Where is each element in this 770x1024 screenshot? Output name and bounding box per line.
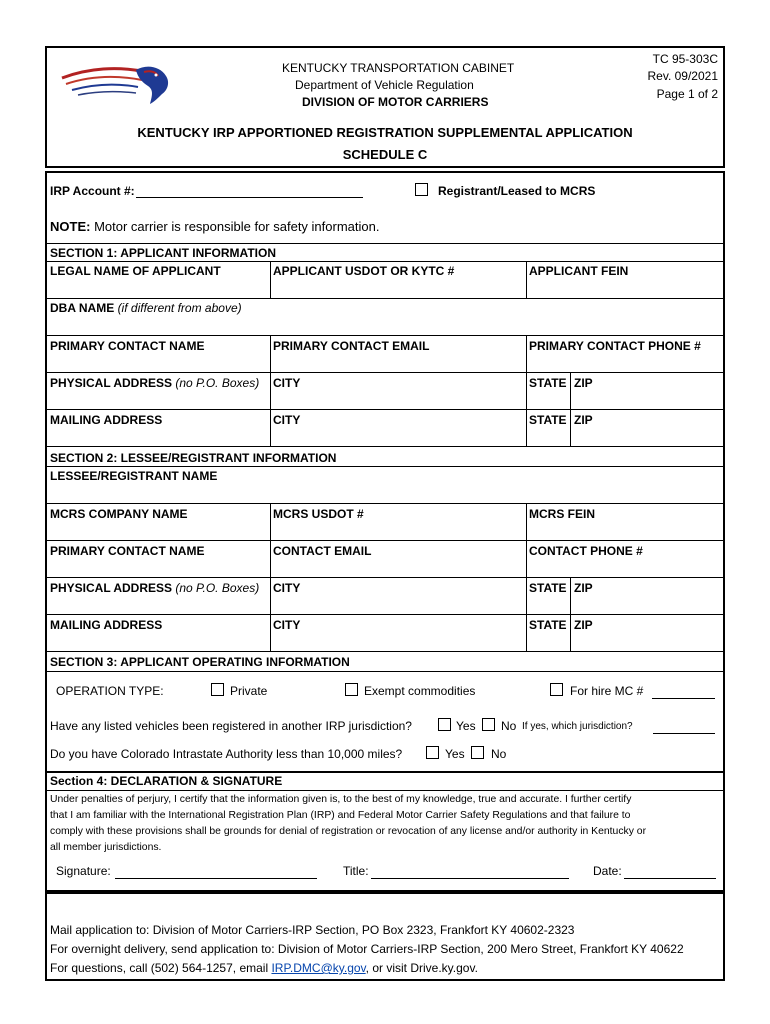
department-name: Department of Vehicle Regulation xyxy=(295,78,474,92)
mailing-address-label: MAILING ADDRESS xyxy=(50,413,163,427)
s2-contact-name-label: PRIMARY CONTACT NAME xyxy=(50,544,205,558)
questions-prefix: For questions, call (502) 564-1257, email xyxy=(50,961,269,975)
s2-zip-label: ZIP xyxy=(574,581,593,595)
s2-physical-address-label xyxy=(50,581,259,595)
irp-jurisdiction-question: Have any listed vehicles been registered in another IRP jurisdiction? xyxy=(50,719,412,733)
primary-contact-name-label: PRIMARY CONTACT NAME xyxy=(50,339,205,353)
declaration-line-4: all member jurisdictions. xyxy=(50,842,162,853)
mailing-city-label: CITY xyxy=(273,413,301,427)
mcrs-usdot-label: MCRS USDOT # xyxy=(273,507,364,521)
s2-contact-phone-label: CONTACT PHONE # xyxy=(529,544,643,558)
s2-city-label: CITY xyxy=(273,581,301,595)
form-subtitle: SCHEDULE C xyxy=(342,147,428,162)
irp-email-link[interactable]: IRP.DMC@ky.gov xyxy=(271,961,366,975)
date-field[interactable] xyxy=(624,878,716,879)
colorado-authority-question: Do you have Colorado Intrastate Authority less than 10,000 miles? xyxy=(50,747,403,761)
registrant-leased-checkbox[interactable] xyxy=(415,183,428,196)
q1-no-label: No xyxy=(501,719,517,733)
zip-label: ZIP xyxy=(574,376,593,390)
dba-name-label xyxy=(50,301,242,315)
mailing-state-label: STATE xyxy=(529,413,567,427)
note-body: Motor carrier is responsible for safety information. xyxy=(94,219,380,234)
which-jurisdiction-label: If yes, which jurisdiction? xyxy=(522,721,633,732)
title-field[interactable] xyxy=(371,878,569,879)
q1-yes-checkbox[interactable] xyxy=(438,718,451,731)
signature-field[interactable] xyxy=(115,878,317,879)
operation-type-label: OPERATION TYPE: xyxy=(56,684,164,698)
s2-mailing-address-label: MAILING ADDRESS xyxy=(50,618,163,632)
no-po-note: (no P.O. Boxes) xyxy=(175,376,260,390)
jurisdiction-field[interactable] xyxy=(653,733,715,734)
declaration-line-1: Under penalties of perjury, I certify that the information given is, to the best of my knowledge, true and accurate. I further certify xyxy=(50,794,632,805)
legal-name-label: LEGAL NAME OF APPLICANT xyxy=(50,264,221,278)
division-name: DIVISION OF MOTOR CARRIERS xyxy=(302,95,489,109)
state-label: STATE xyxy=(529,376,567,390)
dba-note: (if different from above) xyxy=(117,301,242,315)
lessee-name-label: LESSEE/REGISTRANT NAME xyxy=(50,469,218,483)
city-label: CITY xyxy=(273,376,301,390)
form-title: KENTUCKY IRP APPORTIONED REGISTRATION SUPPLEMENTAL APPLICATION xyxy=(137,125,633,140)
section3-title: SECTION 3: APPLICANT OPERATING INFORMATION xyxy=(50,655,350,669)
physical-address-text: PHYSICAL ADDRESS xyxy=(50,376,173,390)
applicant-usdot-label: APPLICANT USDOT OR KYTC # xyxy=(273,264,455,278)
mc-number-field[interactable] xyxy=(652,698,715,699)
note-text xyxy=(50,220,379,234)
q2-yes-label: Yes xyxy=(445,747,465,761)
q1-yes-label: Yes xyxy=(456,719,476,733)
s2-physical-address-text: PHYSICAL ADDRESS xyxy=(50,581,173,595)
title-label: Title: xyxy=(343,864,369,878)
mail-instructions: Mail application to: Division of Motor Carriers-IRP Section, PO Box 2323, Frankfort KY 40602-2323 xyxy=(50,923,575,937)
s2-mailing-state-label: STATE xyxy=(529,618,567,632)
declaration-line-3: comply with these provisions shall be grounds for denial of registration or revocation of any license and/or authority in Kentucky or xyxy=(50,826,647,837)
declaration-line-2: that I am familiar with the International Registration Plan (IRP) and Federal Motor Carrier Safety Regulations and that failure to xyxy=(50,810,631,821)
private-label: Private xyxy=(230,684,268,698)
q1-no-checkbox[interactable] xyxy=(482,718,495,731)
note-label: NOTE: xyxy=(50,219,91,234)
registrant-leased-label: Registrant/Leased to MCRS xyxy=(438,184,596,198)
irp-account-label: IRP Account #: xyxy=(50,184,135,198)
primary-contact-phone-label: PRIMARY CONTACT PHONE # xyxy=(529,339,701,353)
section4-title: Section 4: DECLARATION & SIGNATURE xyxy=(50,774,283,788)
physical-address-label xyxy=(50,376,259,390)
s2-mailing-city-label: CITY xyxy=(273,618,301,632)
questions-line xyxy=(50,961,478,975)
page-number: Page 1 of 2 xyxy=(656,87,718,101)
q2-no-checkbox[interactable] xyxy=(471,746,484,759)
s2-state-label: STATE xyxy=(529,581,567,595)
overnight-instructions: For overnight delivery, send application to: Division of Motor Carriers-IRP Section, 200 Mero Street, Frankfort KY 40622 xyxy=(50,942,684,956)
section1-title: SECTION 1: APPLICANT INFORMATION xyxy=(50,246,276,260)
questions-suffix: , or visit Drive.ky.gov. xyxy=(365,961,478,975)
revision-date: Rev. 09/2021 xyxy=(647,69,718,83)
dba-label-text: DBA NAME xyxy=(50,301,115,315)
mailing-zip-label: ZIP xyxy=(574,413,593,427)
form-number: TC 95-303C xyxy=(652,52,718,66)
irp-account-field[interactable] xyxy=(136,197,363,198)
date-label: Date: xyxy=(593,864,622,878)
signature-label: Signature: xyxy=(56,864,111,878)
mcrs-fein-label: MCRS FEIN xyxy=(529,507,595,521)
section2-title: SECTION 2: LESSEE/REGISTRANT INFORMATION xyxy=(50,451,337,465)
s2-contact-email-label: CONTACT EMAIL xyxy=(273,544,372,558)
q2-yes-checkbox[interactable] xyxy=(426,746,439,759)
exempt-commodities-label: Exempt commodities xyxy=(364,684,476,698)
s2-mailing-zip-label: ZIP xyxy=(574,618,593,632)
private-checkbox[interactable] xyxy=(211,683,224,696)
mcrs-company-label: MCRS COMPANY NAME xyxy=(50,507,188,521)
for-hire-checkbox[interactable] xyxy=(550,683,563,696)
for-hire-label: For hire MC # xyxy=(570,684,644,698)
kentucky-horse-logo xyxy=(58,60,176,106)
exempt-commodities-checkbox[interactable] xyxy=(345,683,358,696)
primary-contact-email-label: PRIMARY CONTACT EMAIL xyxy=(273,339,430,353)
q2-no-label: No xyxy=(491,747,507,761)
agency-name: KENTUCKY TRANSPORTATION CABINET xyxy=(282,61,515,75)
s2-no-po-note: (no P.O. Boxes) xyxy=(175,581,260,595)
applicant-fein-label: APPLICANT FEIN xyxy=(529,264,629,278)
